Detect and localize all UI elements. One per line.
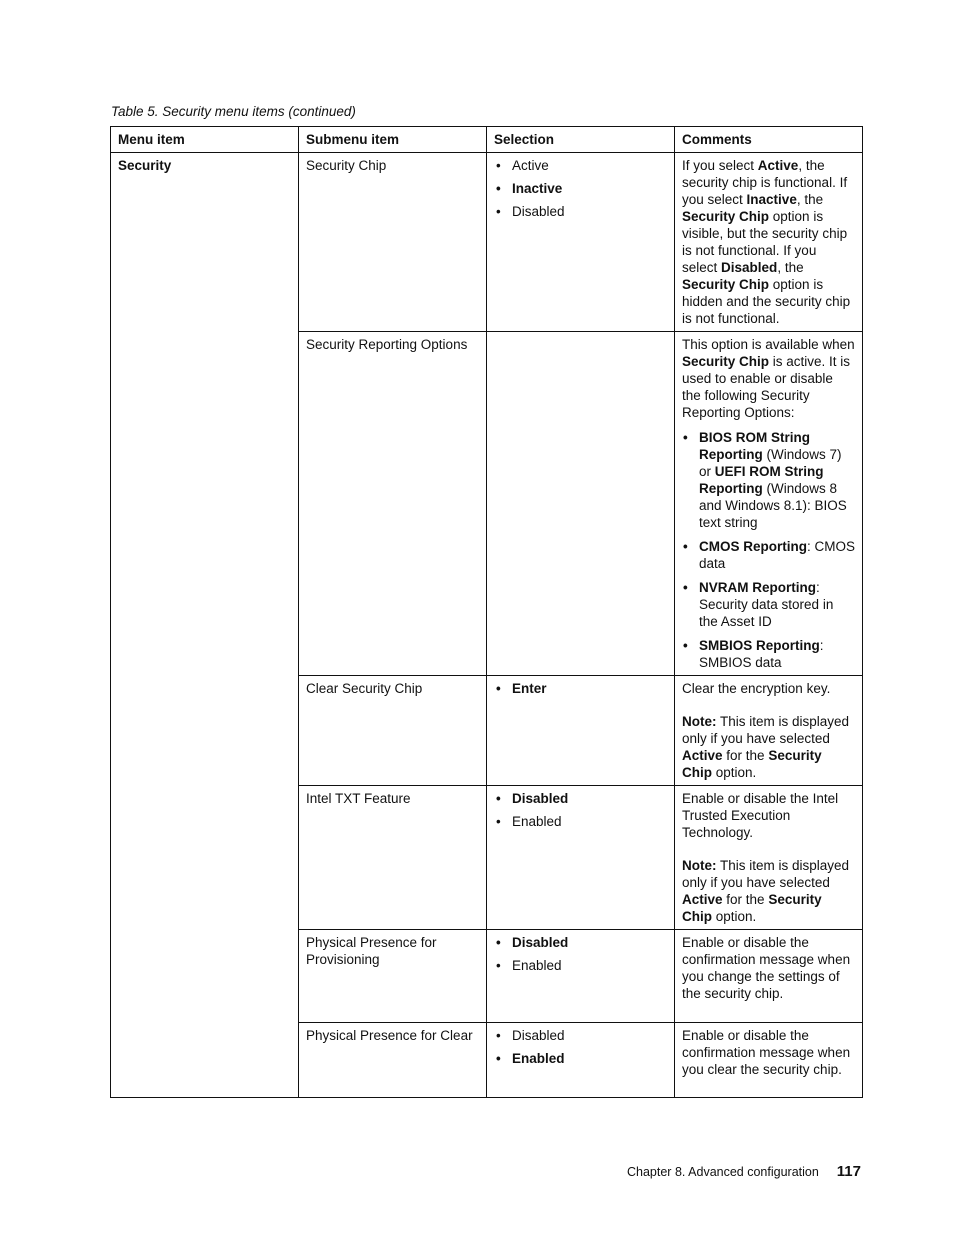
list-item: • CMOS Reporting: CMOS data xyxy=(682,538,855,572)
selection-option: • Disabled xyxy=(494,1027,667,1044)
list-item: • NVRAM Reporting: Security data stored in the Asset ID xyxy=(682,579,855,630)
selection-option-default: • Enter xyxy=(494,680,667,697)
selection-option: • Active xyxy=(494,157,667,174)
comment-text: , the xyxy=(777,260,804,275)
selection-cell xyxy=(487,786,675,930)
header-comments: Comments xyxy=(675,127,863,153)
comment-note: Note: This item is displayed only if you have selected Active for the Security Chip option. xyxy=(682,858,850,924)
comment-note: Note: This item is displayed only if you have selected Active for the Security Chip option. xyxy=(682,714,850,780)
menu-item-security: Security xyxy=(111,153,299,1098)
selection-option: • Disabled xyxy=(494,203,667,220)
header-submenu-item: Submenu item xyxy=(299,127,487,153)
submenu-security-chip: Security Chip xyxy=(299,153,487,332)
selection-option: • Enabled xyxy=(494,957,667,974)
reporting-options-list xyxy=(682,429,855,671)
selection-option-default: • Disabled xyxy=(494,934,667,951)
selection-option-default: • Enabled xyxy=(494,1050,667,1067)
comment-bold: Active xyxy=(757,158,799,173)
comment-cell xyxy=(675,332,863,676)
comment-cell xyxy=(675,676,863,786)
comment-text: option is hidden and the security chip is not functional. xyxy=(682,277,851,326)
selection-cell xyxy=(487,930,675,1023)
table-header-row xyxy=(111,127,863,153)
submenu-intel-txt-feature: Intel TXT Feature xyxy=(299,786,487,930)
comment-cell xyxy=(675,153,863,332)
comment-text: , the xyxy=(796,192,824,207)
selection-cell xyxy=(487,153,675,332)
comment-text: Enable or disable the Intel Trusted Execution Technology. xyxy=(682,791,839,840)
comment-bold: Security Chip xyxy=(682,277,770,292)
comment-cell: Enable or disable the confirmation message when you clear the security chip. xyxy=(675,1023,863,1098)
submenu-physical-presence-clear: Physical Presence for Clear xyxy=(299,1023,487,1098)
chapter-title: Chapter 8. Advanced configuration xyxy=(627,1165,819,1179)
table-caption: Table 5. Security menu items (continued) xyxy=(111,104,356,119)
list-item: • SMBIOS Reporting: SMBIOS data xyxy=(682,637,855,671)
list-item: • BIOS ROM String Reporting (Windows 7) or UEFI ROM String Reporting (Windows 8 and Windows 8.1): BIOS text string xyxy=(682,429,855,531)
table-row xyxy=(111,153,863,332)
submenu-clear-security-chip: Clear Security Chip xyxy=(299,676,487,786)
selection-cell xyxy=(487,332,675,676)
submenu-physical-presence-provisioning: Physical Presence for Provisioning xyxy=(299,930,487,1023)
selection-cell xyxy=(487,1023,675,1098)
selection-cell xyxy=(487,676,675,786)
selection-option-default: • Inactive xyxy=(494,180,667,197)
comment-cell xyxy=(675,786,863,930)
comment-text: Clear the encryption key. xyxy=(682,681,831,696)
comment-bold: Security Chip xyxy=(682,209,770,224)
selection-option: • Enabled xyxy=(494,813,667,830)
header-menu-item: Menu item xyxy=(111,127,299,153)
comment-intro: This option is available when Security Chip is active. It is used to enable or disable the following Security Reporting Options: xyxy=(682,337,855,420)
comment-bold: Inactive xyxy=(746,192,797,207)
page-number: 117 xyxy=(836,1163,861,1180)
comment-bold: Disabled xyxy=(721,260,778,275)
header-selection: Selection xyxy=(487,127,675,153)
selection-option-default: • Disabled xyxy=(494,790,667,807)
comment-text: , the security chip is functional. If you select xyxy=(682,158,848,207)
comment-text: If you select xyxy=(682,158,758,173)
submenu-security-reporting-options: Security Reporting Options xyxy=(299,332,487,676)
page-footer xyxy=(627,1163,861,1180)
security-menu-table xyxy=(110,126,863,1098)
comment-cell: Enable or disable the confirmation message when you change the settings of the security chip. xyxy=(675,930,863,1023)
comment-text: option is visible, but the security chip is not functional. If you select xyxy=(682,209,848,275)
